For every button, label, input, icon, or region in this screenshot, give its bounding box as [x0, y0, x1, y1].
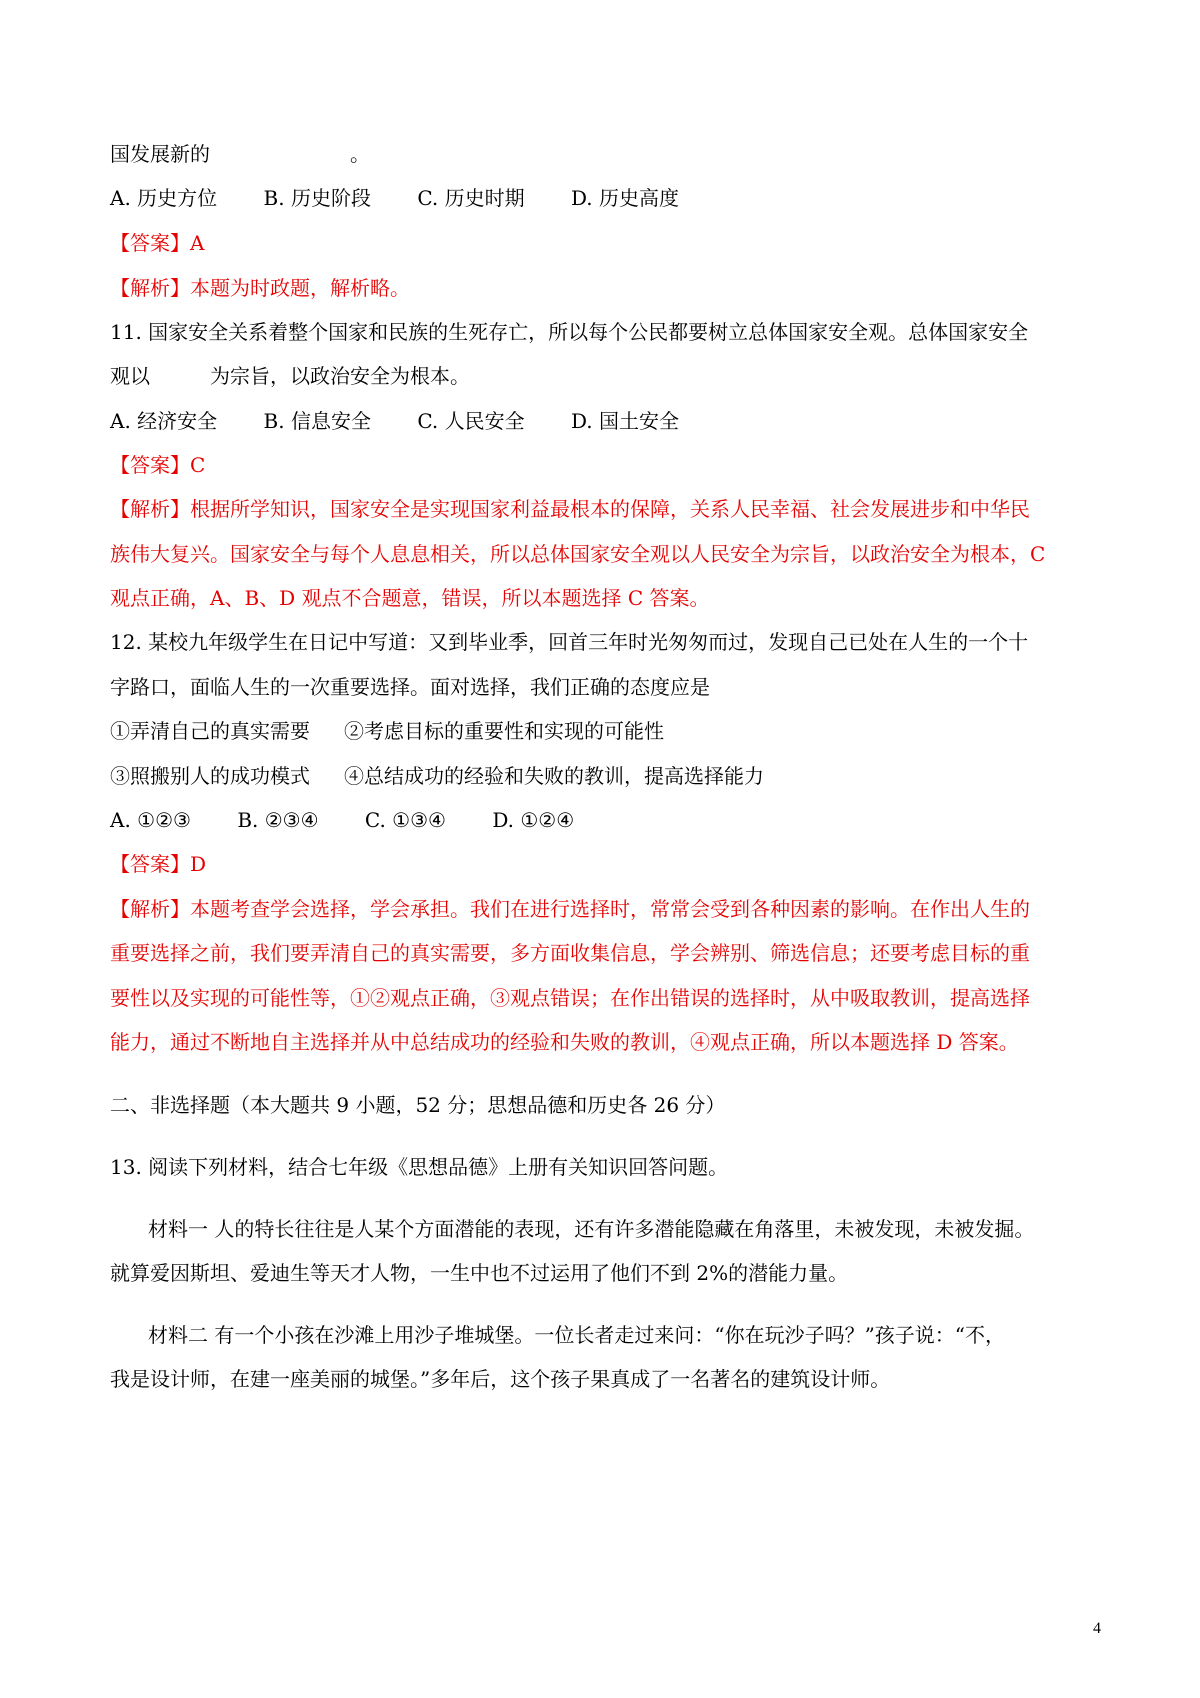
page-number: 4	[1093, 1620, 1101, 1637]
q10-stem-tail: 国发展新的 。	[110, 142, 370, 166]
q10-option-b: B. 历史阶段	[263, 186, 371, 210]
q10-options	[110, 184, 719, 212]
q12-analysis-line2: 重要选择之前，我们要弄清自己的真实需要，多方面收集信息，学会辨别、筛选信息；还要考虑目标的重	[110, 941, 1030, 965]
q13-stem: 13. 阅读下列材料，结合七年级《思想品德》上册有关知识回答问题。	[110, 1155, 729, 1179]
q13-material2-line2: 我是设计师，在建一座美丽的城堡。”多年后，这个孩子果真成了一名著名的建筑设计师。	[110, 1367, 891, 1391]
q12-item-1: ①弄清自己的真实需要	[110, 719, 310, 743]
q12-stem-line1: 12. 某校九年级学生在日记中写道：又到毕业季，回首三年时光匆匆而过，发现自己已处在人生的一个十	[110, 630, 1029, 654]
q10-option-d: D. 历史高度	[570, 186, 680, 210]
q12-analysis-line1: 【解析】本题考查学会选择，学会承担。我们在进行选择时，常常会受到各种因素的影响。在作出人生的	[110, 897, 1030, 921]
q12-options	[110, 806, 614, 834]
q11-option-c: C. 人民安全	[417, 409, 525, 433]
q12-item-2: ②考虑目标的重要性和实现的可能性	[344, 719, 664, 743]
q11-option-b: B. 信息安全	[263, 409, 371, 433]
q12-option-a: A. ①②③	[110, 808, 191, 832]
q12-item-3: ③照搬别人的成功模式	[110, 764, 310, 788]
q11-stem-line2: 观以 为宗旨，以政治安全为根本。	[110, 364, 470, 388]
q10-analysis: 【解析】本题为时政题，解析略。	[110, 276, 410, 300]
q13-material1-line2: 就算爱因斯坦、爱迪生等天才人物，一生中也不过运用了他们不到 2%的潜能力量。	[110, 1261, 849, 1285]
q11-option-d: D. 国土安全	[570, 409, 680, 433]
section2-title: 二、非选择题（本大题共 9 小题，52 分；思想品德和历史各 26 分）	[110, 1093, 726, 1117]
q10-option-c: C. 历史时期	[417, 186, 525, 210]
q13-material2-line1: 材料二 有一个小孩在沙滩上用沙子堆城堡。一位长者走过来问：“你在玩沙子吗？”孩子说：“不，	[148, 1323, 1006, 1347]
q12-items-row2	[110, 762, 764, 790]
q11-analysis-line2: 族伟大复兴。国家安全与每个人息息相关，所以总体国家安全观以人民安全为宗旨，以政治安全为根本，C	[110, 542, 1046, 566]
q10-option-a: A. 历史方位	[110, 186, 218, 210]
q12-option-d: D. ①②④	[492, 808, 575, 832]
q11-option-a: A. 经济安全	[110, 409, 218, 433]
q13-material1-line1: 材料一 人的特长往往是人某个方面潜能的表现，还有许多潜能隐藏在角落里，未被发现，未被发掘。	[148, 1217, 1035, 1241]
q12-item-4: ④总结成功的经验和失败的教训，提高选择能力	[344, 764, 764, 788]
q11-answer: 【答案】C	[110, 453, 206, 477]
q11-analysis-line3: 观点正确，A、B、D 观点不合题意，错误，所以本题选择 C 答案。	[110, 586, 710, 610]
q10-answer: 【答案】A	[110, 231, 205, 255]
q11-stem-line1: 11. 国家安全关系着整个国家和民族的生死存亡，所以每个公民都要树立总体国家安全观。总体国家安全	[110, 320, 1029, 344]
q11-analysis-line1: 【解析】根据所学知识，国家安全是实现国家利益最根本的保障，关系人民幸福、社会发展进步和中华民	[110, 497, 1030, 521]
q12-analysis-line4: 能力，通过不断地自主选择并从中总结成功的经验和失败的教训，④观点正确，所以本题选择 D 答案。	[110, 1030, 1019, 1054]
q12-option-c: C. ①③④	[364, 808, 446, 832]
q12-stem-line2: 字路口，面临人生的一次重要选择。面对选择，我们正确的态度应是	[110, 675, 710, 699]
q12-option-b: B. ②③④	[237, 808, 319, 832]
q11-options	[110, 407, 719, 435]
q12-answer: 【答案】D	[110, 852, 207, 876]
q12-analysis-line3: 要性以及实现的可能性等，①②观点正确，③观点错误；在作出错误的选择时，从中吸取教训，提高选择	[110, 986, 1030, 1010]
q12-items-row1	[110, 717, 664, 745]
